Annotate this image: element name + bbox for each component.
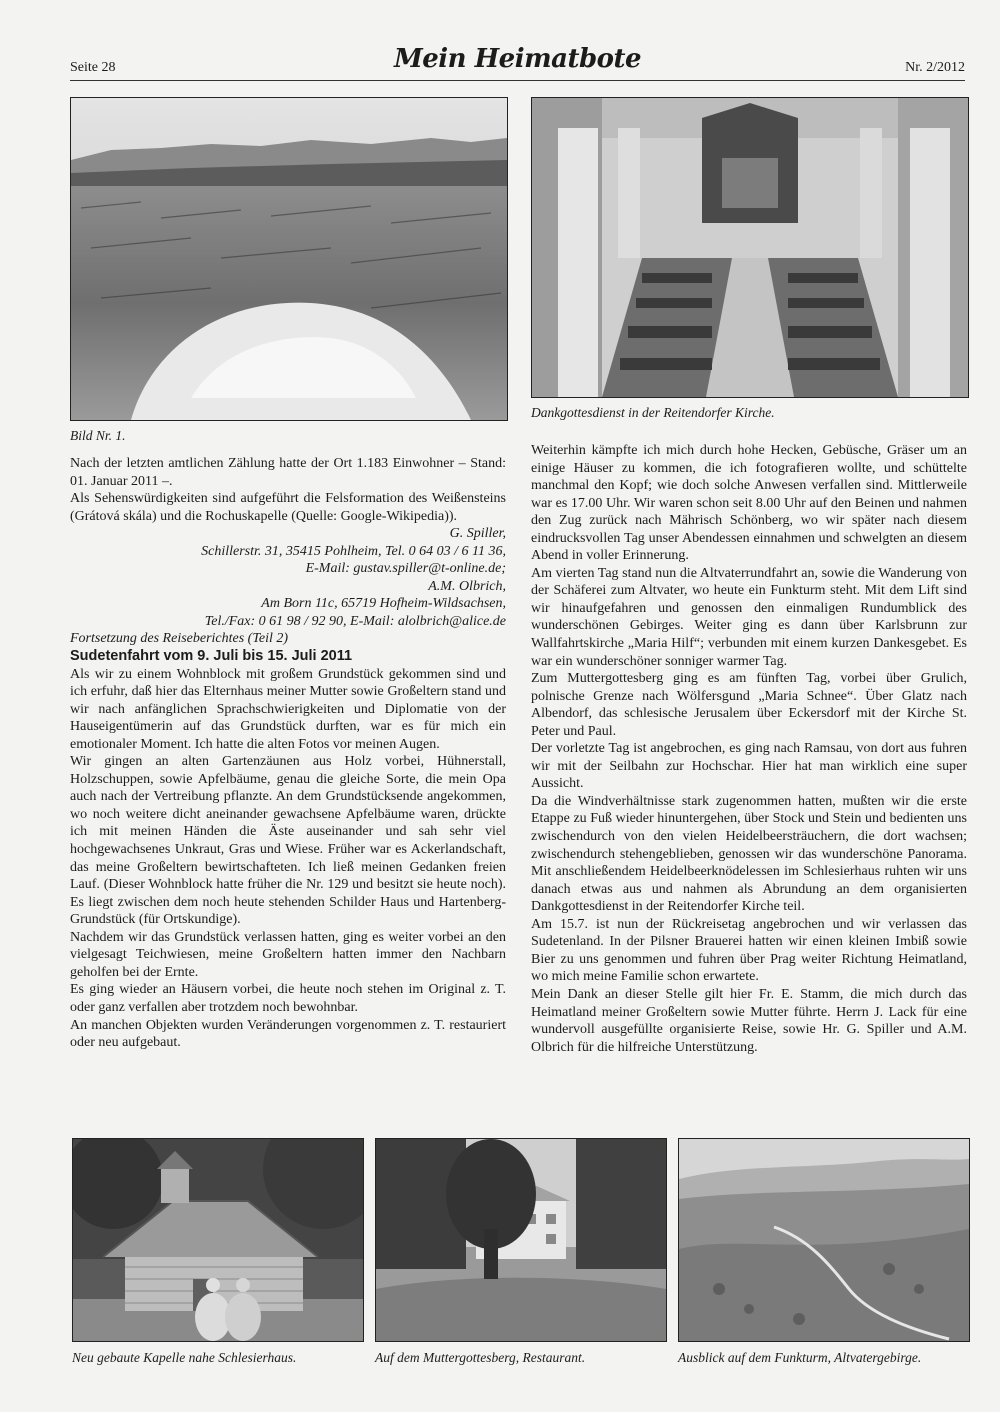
body-paragraph: Nachdem wir das Grundstück verlassen hatten, ging es weiter vorbei an den vielgesagt Teichwiesen, meine Großeltern hatten immer den Nachbarn geholfen bei der Ernte. [70, 929, 506, 980]
body-paragraph: Am vierten Tag stand nun die Altvaterrundfahrt an, sowie die Wanderung von der Schäferei zum Altvater, wo heute ein Funkturm steht. Mit dem Lift sind wir hinaufgefahren und genossen den einmaligen Rundumblick des wunderschönen Gebirges. Weiter ging es dann über Karlsbrunn zur Wallfahrtskirche „Maria Hilf“; verbunden mit einem kurzen Dankesgebet. Es war ein wunderschöner sonniger warmer Tag. [531, 565, 967, 669]
body-paragraph: An manchen Objekten wurden Veränderungen vorgenommen z. T. restauriert oder neu aufgebaut. [70, 1017, 506, 1051]
body-paragraph: Es ging wieder an Häusern vorbei, die heute noch stehen im Original z. T. oder ganz verfallen aber trotzdem noch bewohnbar. [70, 982, 506, 1015]
issue-number: Nr. 2/2012 [905, 60, 965, 75]
signature-line: Am Born 11c, 65719 Hofheim-Wildsachsen, [261, 596, 506, 612]
signature-line: Tel./Fax: 0 61 98 / 92 90, E-Mail: alolbrich@alice.de [204, 613, 506, 629]
photo-snow-field [70, 97, 508, 421]
signature-line: A.M. Olbrich, [428, 578, 506, 594]
body-paragraph: Wir gingen an alten Gartenzäunen aus Holz vorbei, Hühnerstall, Holzschuppen, sowie Apfelbäume, genau die gleiche Sorte, die mein Opa auch nach der Vertreibung pflanzte. An dem Grundstücksende angekommen, wo noch weitere dicht aneinander gewachsene Apfelbäume waren, drückte ich mit meinen Händen die Äste auseinander und sah sehr viel hochgewachsenes Unkraut, Gras und Wiese. Früher war es Ackerlandschaft, das meine Großeltern bewirtschafteten. Ich ließ meinen Gedanken freien Lauf. (Dieser Wohnblock hatte früher die Nr. 129 und besitzt sie heute noch). Es liegt zwischen dem noch heute stehenden Schilder Haus und Hartenberg-Grundstück (für Ortskundige). [70, 754, 506, 928]
intro-paragraph: Nach der letzten amtlichen Zählung hatte der Ort 1.183 Einwohner – Stand: 01. Januar 2011 –. [70, 456, 506, 489]
article-heading: Sudetenfahrt vom 9. Juli bis 15. Juli 2011 [70, 648, 353, 665]
caption-snow-field: Bild Nr. 1. [70, 428, 126, 443]
intro-paragraph: Als Sehenswürdigkeiten sind aufgeführt die Felsformation des Weißensteins (Grátová skála) und die Rochuskapelle (Quelle: Google-Wikipedia)). [70, 491, 506, 524]
signature-line: Schillerstr. 31, 35415 Pohlheim, Tel. 0 64 03 / 6 11 36, [201, 543, 506, 559]
body-paragraph: Der vorletzte Tag ist angebrochen, es ging nach Ramsau, von dort aus fuhren wir mit der Seilbahn zur Hochschar. Hier hat man wirklich eine super Aussicht. [531, 741, 967, 792]
masthead-title: Mein Heimatbote [393, 44, 642, 74]
photo-church-interior [531, 97, 969, 398]
author-signature [70, 525, 506, 630]
article-column-left [70, 455, 506, 1052]
photo-chapel [72, 1138, 364, 1342]
body-paragraph: Als wir zu einem Wohnblock mit großem Grundstück gekommen sind und ich erfuhr, daß hier das Elternhaus meiner Mutter sowie Großeltern stand und wir nach anfänglichen Sprachschwierigkeiten und Diplomatie von der Hauseigentümerin auf das Grundstück durften, war es für mich ein emotionaler Moment. Ich hatte die alten Fotos vor meinen Augen. [70, 666, 506, 752]
caption-church: Dankgottesdienst in der Reitendorfer Kirche. [531, 405, 775, 420]
header-rule [70, 80, 965, 81]
signature-line: E-Mail: gustav.spiller@t-online.de; [305, 561, 506, 577]
body-paragraph: Am 15.7. ist nun der Rückreisetag angebrochen und wir verlassen das Sudetenland. In der Pilsner Brauerei hatten wir einen kleinen Imbiß sowie Bier zu uns genommen und fuhren über Prag weiter Richtung Heimatland, wo mich meine Familie schon erwartete. [531, 916, 967, 985]
body-paragraph: Zum Muttergottesberg ging es am fünften Tag, vorbei über Grulich, polnische Grenze nach Wölfersgund „Maria Schnee“. Über Glatz nach Albendorf, das schlesische Jerusalem über Eckersdorf mit der Kirche St. Peter und Paul. [531, 671, 967, 739]
photo-tower-view [678, 1138, 970, 1342]
article-column-right [531, 442, 967, 1056]
signature-line: G. Spiller, [449, 526, 506, 542]
body-paragraph: Da die Windverhältnisse stark zugenommen hatten, mußten wir die erste Etappe zu Fuß wieder hinuntergehen, über Stock und Stein und bedienten uns zwischendurch von den vielen Heidelbeersträuchern, die dort wachsen; zwischendurch stehengeblieben, genossen wir das wunderschöne Panorama. Mit anschließendem Heidelbeerknödelessen im Schlesierhaus ruhten wir uns danach etwas aus und nahmen als Abrundung an dem organisierten Dankgottesdienst in der Reitendorfer Kirche teil. [531, 793, 967, 915]
page-number: Seite 28 [70, 60, 116, 75]
page-header [70, 44, 965, 82]
caption-tower-view: Ausblick auf dem Funkturm, Altvatergebirge. [678, 1350, 922, 1365]
caption-restaurant: Auf dem Muttergottesberg, Restaurant. [375, 1350, 586, 1365]
caption-chapel: Neu gebaute Kapelle nahe Schlesierhaus. [72, 1350, 297, 1365]
body-paragraph: Mein Dank an dieser Stelle gilt hier Fr. E. Stamm, die mich durch das Heimatland meiner Großeltern sowie Mutter führte. Herrn J. Lack für eine wundervoll ausgefüllte organisierte Reise, sowie Hr. G. Spiller und A.M. Olbrich für die hilfreiche Unterstützung. [531, 986, 967, 1055]
photo-restaurant [375, 1138, 667, 1342]
body-paragraph: Weiterhin kämpfte ich mich durch hohe Hecken, Gebüsche, Gräser um an einige Häuser zu kommen, die ich fotografieren wollte, und schüttelte manchmal den Kopf; wie doch solche Anwesen verfallen sind. Mittlerweile war es 17.00 Uhr. Wir waren schon seit 8.00 Uhr auf den Beinen und nahmen den Zug zurück nach Mährisch Schönberg, wo wir später nach diesem eindrucksvollen Tag unser Abendessen einnahmen und schwelgten an diesem Abend in voller Erinnerung. [531, 443, 967, 564]
article-subtitle: Fortsetzung des Reiseberichtes (Teil 2) [70, 631, 289, 647]
